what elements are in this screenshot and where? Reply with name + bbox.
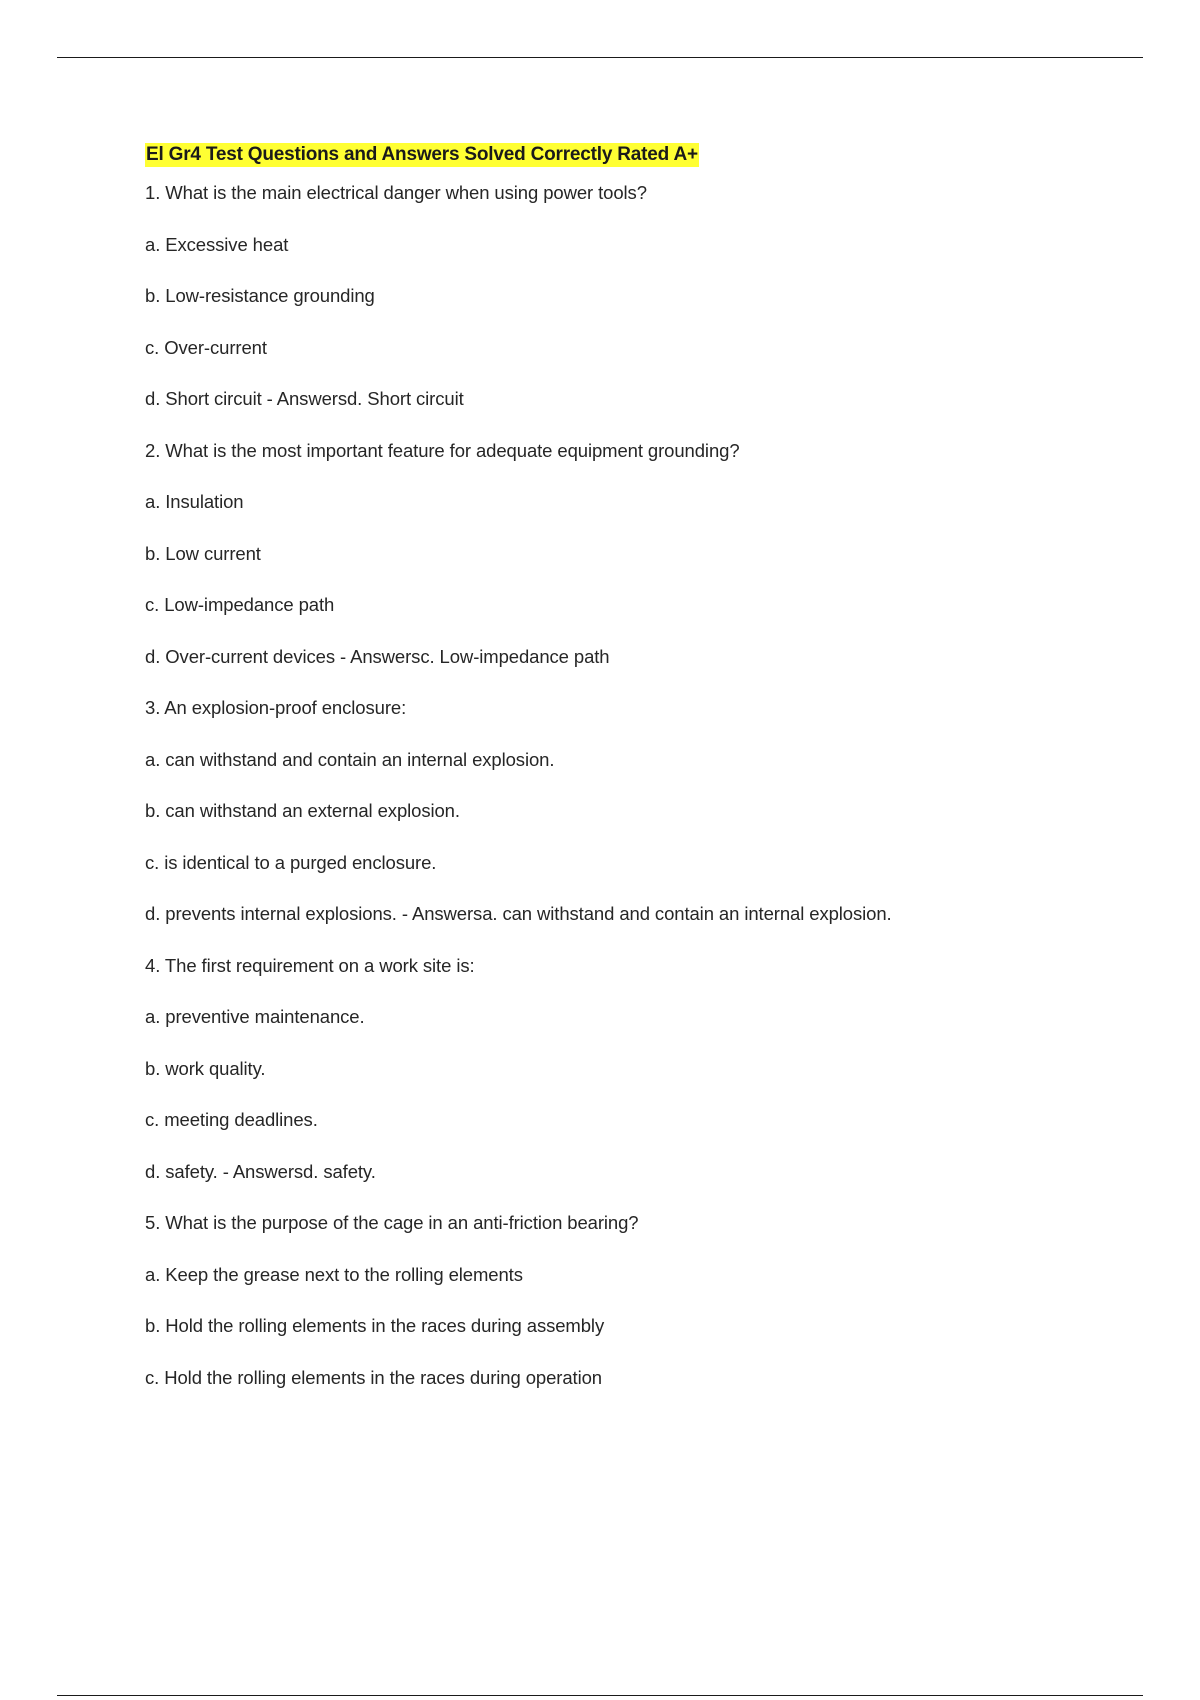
question-4-option-c: c. meeting deadlines. [145,1109,318,1130]
question-list [145,181,1135,1390]
header-rule [57,57,1143,58]
question-3-option-d-answer: d. prevents internal explosions. - Answersa. can withstand and contain an internal explosion. [145,903,892,924]
question-1-option-a: a. Excessive heat [145,233,289,255]
question-4: 4. The first requirement on a work site is: [145,954,475,976]
question-3-option-a: a. can withstand and contain an internal explosion. [145,748,555,770]
question-1-option-c: c. Over-current [145,336,267,358]
question-2: 2. What is the most important feature for adequate equipment grounding? [145,439,740,461]
question-3: 3. An explosion-proof enclosure: [145,697,407,718]
document-body [145,143,1135,1417]
question-3-option-c: c. is identical to a purged enclosure. [145,851,437,873]
question-5: 5. What is the purpose of the cage in an anti-friction bearing? [145,1212,639,1233]
question-1: 1. What is the main electrical danger when using power tools? [145,182,647,203]
question-1-option-d-answer: d. Short circuit - Answersd. Short circuit [145,388,464,409]
question-4-option-d-answer: d. safety. - Answersd. safety. [145,1160,376,1182]
question-1-option-b: b. Low-resistance grounding [145,285,375,306]
question-2-option-b: b. Low current [145,542,261,564]
question-3-option-b: b. can withstand an external explosion. [145,800,460,821]
question-4-option-b: b. work quality. [145,1057,266,1079]
question-5-option-a: a. Keep the grease next to the rolling elements [145,1263,523,1285]
question-2-option-a: a. Insulation [145,491,244,512]
document-title: El Gr4 Test Questions and Answers Solved Correctly Rated A+ [146,144,698,165]
question-2-option-d-answer: d. Over-current devices - Answersc. Low-impedance path [145,645,610,667]
question-5-option-c: c. Hold the rolling elements in the races during operation [145,1366,602,1388]
question-2-option-c: c. Low-impedance path [145,594,335,615]
footer-rule [57,1695,1143,1696]
question-5-option-b: b. Hold the rolling elements in the races during assembly [145,1315,605,1336]
question-4-option-a: a. preventive maintenance. [145,1006,365,1027]
